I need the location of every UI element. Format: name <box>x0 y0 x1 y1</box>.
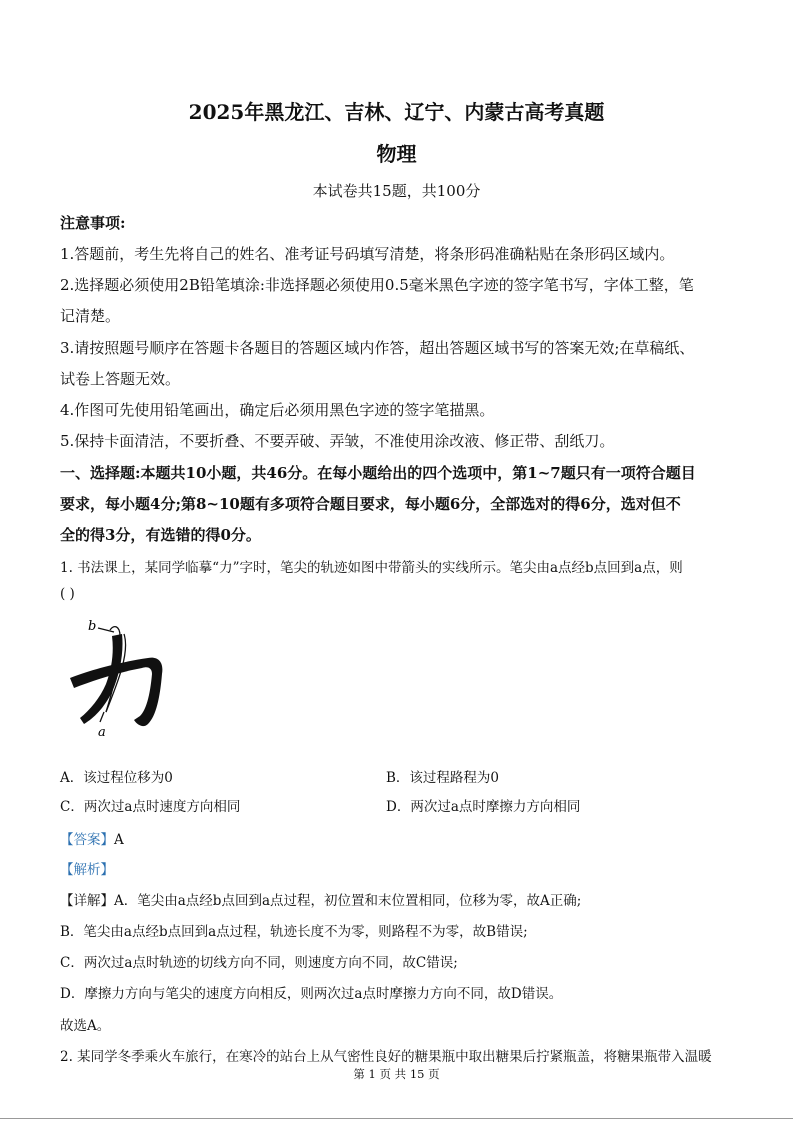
answer-row <box>60 828 124 848</box>
notice-line: 3.请按照题号顺序在答题卡各题目的答题区域内作答，超出答题区域书写的答案无效;在草稿纸、 <box>60 339 695 357</box>
exam-title: 2025年黑龙江、吉林、辽宁、内蒙古高考真题 <box>188 100 605 124</box>
answer-tag: 【答案】 <box>60 832 114 848</box>
exam-info: 本试卷共15题，共100分 <box>312 182 481 200</box>
page-footer: 第 1 页 共 15 页 <box>353 1067 440 1081</box>
detail-line: 故选A。 <box>60 1018 111 1034</box>
notice-line: 记清楚。 <box>60 307 121 325</box>
detail-line: C．两次过a点时轨迹的切线方向不同，则速度方向不同，故C错误; <box>60 955 458 971</box>
section-heading: 一、选择题:本题共10小题，共46分。在每小题给出的四个选项中，第1~7题只有一项符合题目 <box>60 464 696 482</box>
answer-paren: ( ) <box>60 586 75 602</box>
notice-line: 4.作图可先使用铅笔画出，确定后必须用黑色字迹的签字笔描黑。 <box>60 401 495 419</box>
bottom-rule <box>0 1118 793 1119</box>
analysis-tag: 【解析】 <box>60 862 114 878</box>
detail-line: B．笔尖由a点经b点回到a点过程，轨迹长度不为零，则路程不为零，故B错误; <box>60 924 528 940</box>
point-a-label: a <box>98 725 106 740</box>
section-heading: 全的得3分，有选错的得0分。 <box>60 526 261 544</box>
point-b-label: b <box>88 619 97 634</box>
detail-line: D．摩擦力方向与笔尖的速度方向相反，则两次过a点时摩擦力方向不同，故D错误。 <box>60 986 563 1002</box>
option-a: A．该过程位移为0 <box>60 770 173 786</box>
notice-line: 5.保持卡面清洁，不要折叠、不要弄破、弄皱，不准使用涂改液、修正带、刮纸刀。 <box>60 432 615 450</box>
notice-line: 试卷上答题无效。 <box>60 370 181 388</box>
section-heading: 要求，每小题4分;第8~10题有多项符合题目要求，每小题6分，全部选对的得6分，选对但不 <box>60 495 681 513</box>
notice-line: 2.选择题必须使用2B铅笔填涂:非选择题必须使用0.5毫米黑色字迹的签字笔书写，字体工整，笔 <box>60 276 694 294</box>
subject-title: 物理 <box>376 142 417 166</box>
detail-line: 【详解】A．笔尖由a点经b点回到a点过程，初位置和末位置相同，位移为零，故A正确; <box>60 893 582 909</box>
option-c: C．两次过a点时速度方向相同 <box>60 799 241 815</box>
calligraphy-figure <box>60 612 170 742</box>
question-2-stem: 2. 某同学冬季乘火车旅行，在寒冷的站台上从气密性良好的糖果瓶中取出糖果后拧紧瓶盖，将糖果瓶带入温暖 <box>60 1049 712 1065</box>
question-1-stem: 1. 书法课上，某同学临摹“力”字时，笔尖的轨迹如图中带箭头的实线所示。笔尖由a点经b点回到a点，则 <box>60 560 683 576</box>
answer-value: A <box>114 832 124 848</box>
option-d: D．两次过a点时摩擦力方向相同 <box>386 799 581 815</box>
option-b: B．该过程路程为0 <box>386 770 500 786</box>
notice-heading: 注意事项: <box>60 214 126 232</box>
notice-line: 1.答题前，考生先将自己的姓名、准考证号码填写清楚，将条形码准确粘贴在条形码区域内。 <box>60 245 675 263</box>
